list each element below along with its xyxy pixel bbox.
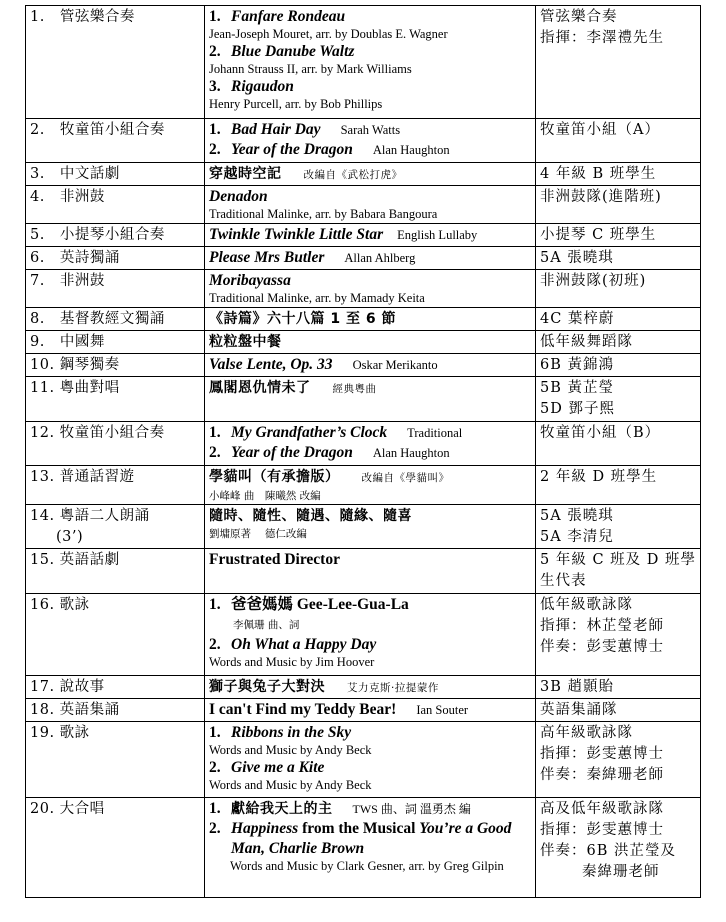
performer-cell [536,676,701,699]
table-row [26,119,701,163]
performer: 5 年級 C 班及 D 班學生代表 [540,552,696,589]
item-type: 大合唱 [59,801,105,817]
piece-cell [205,377,536,422]
item-type: 歌詠 [59,597,90,613]
table-row [26,331,701,354]
performer: 非洲鼓隊(進階班) [540,189,662,205]
performer: 5B 黃芷瑩 [540,380,614,396]
performer: 小提琴 C 班學生 [540,227,657,243]
piece-title-connector: from the Musical [298,820,420,837]
table-row [26,466,701,505]
item-type: 小提琴小組合奏 [59,227,165,243]
piece-cell [205,247,536,270]
piece-credit: 劉墉原著 德仁改編 [209,528,307,540]
piece-credit: Words and Music by Jim Hoover [209,655,375,669]
item-number: 10. [30,357,55,373]
performer-cell [536,354,701,377]
item-number: 14. [30,508,55,524]
piece-cell [205,354,536,377]
item-type: 英語集誦 [59,702,120,718]
performer-cell [536,119,701,163]
program-table [25,5,701,898]
performer: 伴奏：6B 洪芷瑩及 [540,843,676,859]
piece-title: Rigaudon [231,78,294,95]
piece-title: I can't Find my Teddy Bear! [209,701,397,718]
piece-cell [205,798,536,898]
piece-credit: Traditional Malinke, arr. by Mamady Keita [209,291,425,305]
piece-title: Denadon [209,188,268,205]
piece-cell [205,6,536,119]
item-number: 11. [30,380,55,396]
piece-cell [205,331,536,354]
piece-title: 爸爸媽媽 Gee-Lee-Gua-La [231,596,409,613]
performer-cell [536,331,701,354]
performer-cell [536,505,701,549]
piece-number: 1. [209,724,221,741]
performer: 6B 黃錦鴻 [540,357,614,373]
item-number: 20. [30,801,55,817]
performer-cell [536,798,701,898]
performer-cell [536,270,701,308]
performer-cell [536,163,701,186]
item-type-cell [26,377,205,422]
piece-title: Moribayassa [209,272,291,289]
piece-number: 1. [209,596,221,613]
item-number: 13. [30,469,55,485]
piece-number: 1. [209,8,221,25]
performer: 高年級歌詠隊 [540,725,633,741]
piece-number: 2. [209,636,221,653]
piece-title: My Grandfather’s Clock [231,424,388,441]
item-type: 普通話習遊 [59,469,135,485]
piece-cell [205,594,536,676]
piece-composer: Traditional [407,426,463,440]
item-number: 9. [30,334,45,350]
table-row [26,186,701,224]
piece-title: Frustrated Director [209,551,340,568]
item-type-cell [26,676,205,699]
piece-number: 1. [209,424,221,441]
item-number: 18. [30,702,55,718]
piece-credit: 李佩珊 曲、詞 [233,619,300,631]
piece-cell [205,163,536,186]
table-row [26,422,701,466]
table-row [26,722,701,798]
piece-composer: Sarah Watts [340,123,401,137]
item-type: 牧童笛小組合奏 [59,122,165,138]
item-type: 基督教經文獨誦 [59,311,165,327]
performer: 指揮：彭雯蕙博士 [540,822,664,838]
performer-cell [536,377,701,422]
piece-title: 粒粒盤中餐 [209,334,282,350]
performer: 管弦樂合奏 [540,9,618,25]
piece-composer: 改編自《武松打虎》 [303,169,403,181]
item-number: 15. [30,552,55,568]
performer: 英語集誦隊 [540,702,618,718]
performer-cell [536,308,701,331]
piece-title: 隨時、隨性、隨遇、隨緣、隨喜 [209,508,412,524]
item-number: 2. [30,122,45,138]
performer: 5A 李清兒 [540,529,614,545]
performer-cell [536,422,701,466]
piece-title: Bad Hair Day [231,121,321,138]
piece-title: Ribbons in the Sky [231,724,352,741]
item-type-cell [26,119,205,163]
item-type-cell [26,247,205,270]
item-type: 牧童笛小組合奏 [59,425,165,441]
piece-title: Give me a Kite [231,759,325,776]
item-number: 19. [30,725,55,741]
performer: 5A 張曉琪 [540,508,614,524]
performer-cell [536,722,701,798]
piece-title: Fanfare Rondeau [231,8,346,25]
table-row [26,308,701,331]
piece-composer: Alan Haughton [372,143,450,157]
piece-cell [205,549,536,594]
item-type: 英語話劇 [59,552,120,568]
table-row [26,270,701,308]
piece-composer: 艾力克斯·拉提蒙作 [347,682,439,694]
performer: 指揮：彭雯蕙博士 [540,746,664,762]
item-type: 鋼琴獨奏 [59,357,120,373]
performer: 秦緯珊老師 [582,864,660,880]
item-type: 管弦樂合奏 [59,9,135,25]
item-number: 4. [30,189,45,205]
item-number: 17. [30,679,55,695]
piece-cell [205,308,536,331]
performer-cell [536,224,701,247]
piece-credit: 小峰峰 曲 陳曦然 改編 [209,490,321,502]
piece-cell [205,505,536,549]
performer: 4C 葉梓蔚 [540,311,615,327]
piece-cell [205,270,536,308]
piece-credit: Traditional Malinke, arr. by Babara Bangoura [209,207,438,221]
performer-cell [536,699,701,722]
item-number: 7. [30,273,45,289]
piece-composer: 改編自《學貓叫》 [361,472,450,484]
performer: 牧童笛小組（B） [540,425,661,441]
performer-cell [536,186,701,224]
item-type-cell [26,699,205,722]
performer-cell [536,247,701,270]
table-row [26,6,701,119]
piece-number: 2. [209,43,221,60]
piece-composer: TWS 曲、詞 溫勇杰 編 [352,802,471,816]
item-type-cell [26,163,205,186]
piece-composer: English Lullaby [397,228,478,242]
piece-composer: 經典粵曲 [332,383,377,395]
piece-credit: Words and Music by Clark Gesner, arr. by Greg Gilpin [230,859,504,873]
item-type-cell [26,6,205,119]
performer: 伴奏：彭雯蕙博士 [540,639,664,655]
piece-cell [205,699,536,722]
item-type-cell [26,270,205,308]
performer-cell [536,549,701,594]
item-number: 5. [30,227,45,243]
table-row [26,798,701,898]
performer-cell [536,594,701,676]
performer: 2 年級 D 班學生 [540,469,658,485]
performer-cell [536,6,701,119]
item-type: 中文話劇 [59,166,120,182]
piece-credit: Words and Music by Andy Beck [209,743,372,757]
item-type-cell [26,224,205,247]
piece-title: 穿越時空記 [209,166,282,182]
table-row [26,549,701,594]
piece-number: 2. [209,759,221,776]
piece-composer: Allan Ahlberg [344,251,416,265]
piece-composer: Oskar Merikanto [352,358,438,372]
item-type-cell [26,798,205,898]
piece-title: Year of the Dragon [231,444,353,461]
piece-credit: Jean-Joseph Mouret, arr. by Doublas E. Wagner [209,27,448,41]
piece-title: 鳳閣恩仇情未了 [209,380,311,396]
piece-cell [205,722,536,798]
table-row [26,163,701,186]
item-type: 非洲鼓 [59,189,105,205]
performer: 3B 趙顥貽 [540,679,614,695]
item-type: 粵曲對唱 [59,380,120,396]
table-row [26,354,701,377]
piece-title: 獻給我天上的主 [231,801,333,817]
piece-title: 學貓叫（有承擔版） [209,469,340,485]
item-number: 12. [30,425,55,441]
table-row [26,377,701,422]
item-type: 說故事 [59,679,105,695]
item-type-cell [26,505,205,549]
piece-number: 3. [209,78,221,95]
performer: 5D 鄧子熙 [540,401,615,417]
piece-cell [205,224,536,247]
table-row [26,247,701,270]
item-type-cell [26,354,205,377]
piece-cell [205,676,536,699]
piece-number: 1. [209,800,221,817]
table-row [26,699,701,722]
table-row [26,505,701,549]
piece-credit: Henry Purcell, arr. by Bob Phillips [209,97,383,111]
item-number: 16. [30,597,55,613]
performer-cell [536,466,701,505]
item-type-cell [26,466,205,505]
performer: 牧童笛小組（A） [540,122,660,138]
item-type-cell [26,722,205,798]
piece-title: Oh What a Happy Day [231,636,377,653]
item-type-cell [26,549,205,594]
piece-composer: Alan Haughton [372,446,450,460]
item-number: 6. [30,250,45,266]
piece-title: 《詩篇》六十八篇 1 至 6 節 [209,311,396,327]
piece-title: Valse Lente, Op. 33 [209,356,333,373]
performer: 5A 張曉琪 [540,250,614,266]
item-number: 1. [30,9,45,25]
piece-number: 1. [209,121,221,138]
performer: 低年級歌詠隊 [540,597,633,613]
piece-credit: Words and Music by Andy Beck [209,778,372,792]
item-number: 8. [30,311,45,327]
piece-credit: Johann Strauss II, arr. by Mark Williams [209,62,412,76]
performer: 非洲鼓隊(初班) [540,273,647,289]
item-type: 歌詠 [59,725,90,741]
item-duration: (3’) [56,529,84,545]
piece-title: Twinkle Twinkle Little Star [209,226,384,243]
piece-cell [205,422,536,466]
piece-number: 2. [209,820,221,837]
piece-title: Happiness [231,820,299,837]
piece-cell [205,186,536,224]
item-type-cell [26,422,205,466]
performer: 高及低年級歌詠隊 [540,801,664,817]
piece-cell [205,119,536,163]
item-number: 3. [30,166,45,182]
table-row [26,676,701,699]
table-row [26,594,701,676]
item-type: 粵語二人朗誦 [59,508,150,524]
piece-title: 獅子與兔子大對決 [209,679,325,695]
item-type: 中國舞 [59,334,105,350]
piece-title-show: You’re a Good Man, Charlie Brown [231,820,512,857]
item-type-cell [26,308,205,331]
table-row [26,224,701,247]
piece-composer: Ian Souter [416,703,469,717]
performer: 指揮：李澤禮先生 [540,30,664,46]
item-type-cell [26,594,205,676]
performer: 指揮：林芷瑩老師 [540,618,664,634]
piece-cell [205,466,536,505]
performer: 4 年級 B 班學生 [540,166,657,182]
item-type: 英詩獨誦 [59,250,120,266]
item-type-cell [26,331,205,354]
piece-title: Year of the Dragon [231,141,353,158]
item-type: 非洲鼓 [59,273,105,289]
piece-title: Please Mrs Butler [209,249,325,266]
piece-number: 2. [209,444,221,461]
piece-number: 2. [209,141,221,158]
item-type-cell [26,186,205,224]
performer: 低年級舞蹈隊 [540,334,633,350]
piece-title: Blue Danube Waltz [231,43,355,60]
performer: 伴奏：秦緯珊老師 [540,767,664,783]
